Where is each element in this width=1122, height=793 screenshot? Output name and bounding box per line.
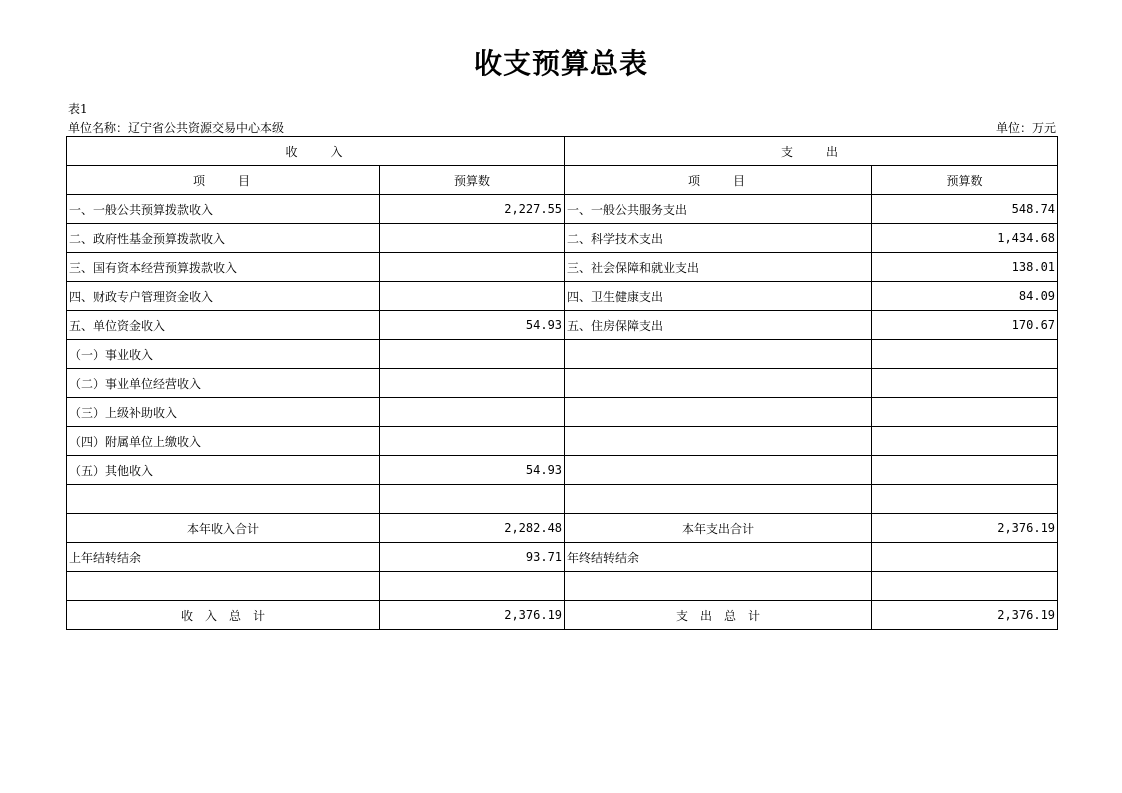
expense-carry-label: 年终结转结余 [565, 543, 872, 572]
expense-item [565, 427, 872, 456]
table-row [67, 456, 1058, 485]
income-amount: 54.93 [380, 456, 565, 485]
income-item: 一、一般公共预算拨款收入 [67, 195, 380, 224]
income-item: 三、国有资本经营预算拨款收入 [67, 253, 380, 282]
income-subtotal-amount: 2,282.48 [380, 514, 565, 543]
income-section-header: 收 入 [67, 137, 565, 166]
expense-amount [872, 485, 1058, 514]
table-number: 表1 [68, 102, 88, 116]
income-item: （五）其他收入 [67, 456, 380, 485]
income-item: （四）附属单位上缴收入 [67, 427, 380, 456]
column-header-row [67, 166, 1058, 195]
income-amount [380, 282, 565, 311]
blank-cell [380, 572, 565, 601]
expense-item-header: 项 目 [565, 166, 872, 195]
table-row [67, 485, 1058, 514]
table-row [67, 340, 1058, 369]
expense-total-amount: 2,376.19 [872, 601, 1058, 630]
blank-cell [67, 572, 380, 601]
income-amount [380, 340, 565, 369]
table-row [67, 224, 1058, 253]
table-row [67, 253, 1058, 282]
income-item: （一）事业收入 [67, 340, 380, 369]
income-item [67, 485, 380, 514]
income-subtotal-label: 本年收入合计 [67, 514, 380, 543]
currency-unit: 单位：万元 [995, 121, 1056, 135]
expense-item [565, 340, 872, 369]
expense-amount: 1,434.68 [872, 224, 1058, 253]
expense-item: 四、卫生健康支出 [565, 282, 872, 311]
page-title: 收支预算总表 [473, 47, 648, 80]
income-amount-header: 预算数 [380, 166, 565, 195]
income-amount [380, 253, 565, 282]
income-amount [380, 224, 565, 253]
expense-section-header: 支 出 [565, 137, 1058, 166]
income-total-label: 收 入 总 计 [67, 601, 380, 630]
income-amount: 54.93 [380, 311, 565, 340]
subtotal-row [67, 514, 1058, 543]
expense-amount: 138.01 [872, 253, 1058, 282]
table-row [67, 282, 1058, 311]
table-row [67, 195, 1058, 224]
expense-amount [872, 340, 1058, 369]
section-header-row [67, 137, 1058, 166]
expense-item [565, 398, 872, 427]
income-item: 二、政府性基金预算拨款收入 [67, 224, 380, 253]
table-row [67, 398, 1058, 427]
expense-amount [872, 427, 1058, 456]
expense-item: 二、科学技术支出 [565, 224, 872, 253]
table-row [67, 369, 1058, 398]
total-row [67, 601, 1058, 630]
expense-amount [872, 369, 1058, 398]
expense-item [565, 456, 872, 485]
expense-amount [872, 398, 1058, 427]
blank-cell [565, 572, 872, 601]
expense-item [565, 485, 872, 514]
income-item: 四、财政专户管理资金收入 [67, 282, 380, 311]
expense-item: 一、一般公共服务支出 [565, 195, 872, 224]
expense-item: 三、社会保障和就业支出 [565, 253, 872, 282]
budget-table [66, 136, 1058, 630]
expense-amount: 84.09 [872, 282, 1058, 311]
table-row [67, 427, 1058, 456]
income-carry-label: 上年结转结余 [67, 543, 380, 572]
expense-total-label: 支 出 总 计 [565, 601, 872, 630]
expense-amount [872, 456, 1058, 485]
blank-cell [872, 572, 1058, 601]
income-item: （二）事业单位经营收入 [67, 369, 380, 398]
income-amount [380, 369, 565, 398]
income-amount [380, 398, 565, 427]
income-item-header: 项 目 [67, 166, 380, 195]
expense-item [565, 369, 872, 398]
income-amount [380, 485, 565, 514]
income-item: （三）上级补助收入 [67, 398, 380, 427]
income-amount [380, 427, 565, 456]
expense-subtotal-amount: 2,376.19 [872, 514, 1058, 543]
table-row [67, 311, 1058, 340]
expense-subtotal-label: 本年支出合计 [565, 514, 872, 543]
blank-row [67, 572, 1058, 601]
income-amount: 2,227.55 [380, 195, 565, 224]
unit-name: 单位名称：辽宁省公共资源交易中心本级 [68, 121, 285, 135]
expense-amount: 170.67 [872, 311, 1058, 340]
income-total-amount: 2,376.19 [380, 601, 565, 630]
carry-over-row [67, 543, 1058, 572]
income-carry-amount: 93.71 [380, 543, 565, 572]
income-item: 五、单位资金收入 [67, 311, 380, 340]
expense-amount: 548.74 [872, 195, 1058, 224]
expense-item: 五、住房保障支出 [565, 311, 872, 340]
expense-carry-amount [872, 543, 1058, 572]
expense-amount-header: 预算数 [872, 166, 1058, 195]
